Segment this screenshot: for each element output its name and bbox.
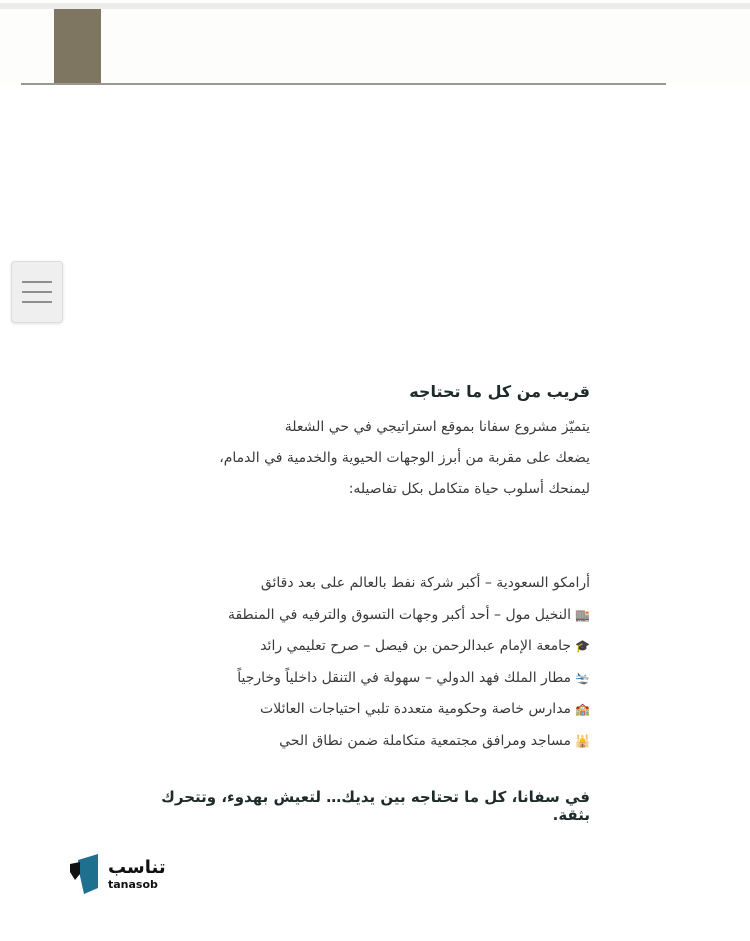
logo-mark-icon: [68, 854, 102, 894]
hamburger-line: [22, 301, 52, 303]
logo-arabic-text: تناسب: [108, 856, 166, 878]
brand-block[interactable]: [54, 9, 101, 84]
section-title: قريب من كل ما تحتاجه: [409, 382, 590, 401]
feature-text: أرامكو السعودية – أكبر شركة نفط بالعالم على بعد دقائق: [260, 575, 590, 591]
school-icon: 🏫: [575, 702, 590, 716]
feature-text: النخيل مول – أحد أكبر وجهات التسوق والترفيه في المنطقة: [227, 606, 572, 623]
header: [0, 9, 750, 84]
logo-text: [108, 856, 166, 891]
tanasob-logo[interactable]: [68, 852, 178, 896]
feature-item: [170, 631, 590, 663]
shopping-mall-icon: 🏬: [575, 607, 590, 622]
intro-text: [130, 412, 590, 505]
feature-text: مساجد ومرافق مجتمعية متكاملة ضمن نطاق الحي: [279, 732, 572, 749]
feature-item: [170, 726, 590, 758]
feature-item: [170, 568, 590, 600]
intro-line: يضعك على مقربة من أبرز الوجهات الحيوية والخدمية في الدمام،: [219, 450, 590, 466]
hamburger-menu-button[interactable]: [11, 261, 63, 323]
feature-text: مدارس خاصة وحكومية متعددة تلبي احتياجات العائلات: [260, 701, 572, 717]
intro-line: يتميّز مشروع سفانا بموقع استراتيجي في حي الشعلة: [284, 419, 590, 435]
hamburger-menu-icon: [22, 281, 52, 283]
hamburger-line: [22, 291, 52, 293]
feature-text: مطار الملك فهد الدولي – سهولة في التنقل داخلياً وخارجياً: [237, 669, 572, 686]
features-list: [170, 568, 590, 757]
airplane-icon: 🛬: [575, 670, 590, 685]
closing-statement: في سفانا، كل ما تحتاجه بين يديك… لتعيش بهدوء، وتتحرك بثقة.: [161, 788, 590, 824]
feature-item: [170, 600, 590, 632]
intro-line: ليمنحك أسلوب حياة متكامل بكل تفاصيله:: [348, 481, 590, 497]
mosque-icon: 🕌: [575, 733, 590, 748]
feature-item: [170, 663, 590, 695]
graduation-cap-icon: 🎓: [575, 639, 590, 653]
feature-text: جامعة الإمام عبدالرحمن بن فيصل – صرح تعليمي رائد: [260, 638, 572, 654]
location-section: [130, 380, 590, 505]
feature-item: [170, 694, 590, 726]
header-divider: [21, 83, 666, 85]
logo-english-text: tanasob: [108, 877, 158, 891]
